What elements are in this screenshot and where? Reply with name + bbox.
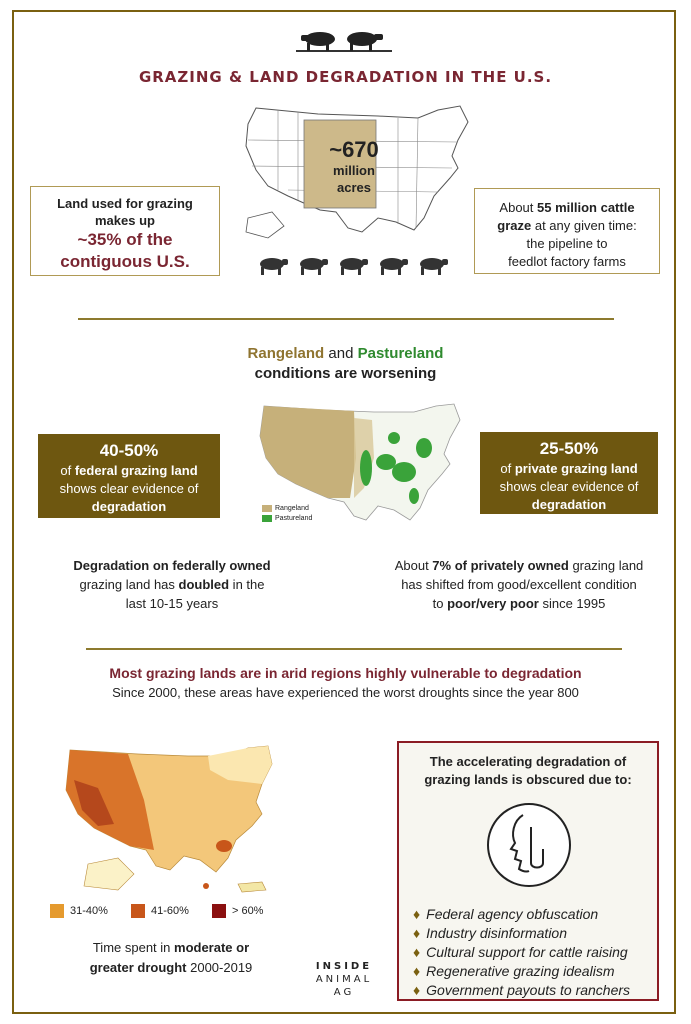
legend-item-1: 41-60% [131, 905, 189, 917]
legend-rangeland: Rangeland [275, 505, 309, 512]
private-pct: 25-50% [539, 439, 599, 458]
section3-heading [0, 663, 691, 703]
inside-animal-ag-logo: INSIDE ANIMAL AG [315, 961, 373, 998]
obscured-box [397, 741, 659, 1001]
cattle-count-line1: About 55 million cattle [499, 200, 635, 215]
cattle-count-line4: feedlot factory farms [508, 254, 626, 269]
grazing-share-highlight1: ~35% of the [77, 230, 173, 249]
drought-caption: Time spent in moderate or greater drought 2000-2019 [89, 940, 253, 975]
private-note: About 7% of privately owned grazing land has shifted from good/excellent condition to poor/very poor since 1995 [394, 558, 644, 611]
acres-number: ~670 [329, 137, 379, 162]
federal-note: Degradation on federally owned grazing land has doubled in the last 10-15 years [73, 558, 271, 611]
cattle-count-line3: the pipeline to [526, 236, 608, 251]
divider-1 [78, 318, 614, 320]
page-title: GRAZING & LAND DEGRADATION IN THE U.S. [138, 68, 553, 86]
legend-pastureland: Pastureland [275, 515, 313, 522]
legend-item-0: 31-40% [50, 905, 108, 917]
private-line3: degradation [531, 497, 607, 512]
private-line2: shows clear evidence of [499, 479, 639, 494]
list-item: ♦ Industry disinformation [413, 925, 567, 941]
section3-headline: Most grazing lands are in arid regions highly vulnerable to degradation [109, 665, 582, 681]
list-item: ♦ Federal agency obfuscation [413, 906, 599, 922]
list-item: ♦ Government payouts to ranchers [413, 982, 631, 998]
grazing-share-line1: Land used for grazing [57, 196, 193, 211]
federal-line1: of federal grazing land [60, 463, 198, 478]
federal-degradation-box [38, 434, 220, 518]
cattle-count-line2: graze at any given time: [497, 218, 637, 233]
grazing-share-line2: makes up [95, 213, 155, 228]
drought-legend [50, 904, 280, 918]
pastureland-label: Pastureland [357, 345, 444, 362]
private-degradation-box [480, 432, 658, 514]
federal-pct: 40-50% [99, 441, 159, 460]
divider-2 [86, 648, 622, 650]
federal-line2: shows clear evidence of [59, 481, 199, 496]
rangeland-label: Rangeland [247, 345, 325, 362]
drought-map [58, 740, 278, 900]
list-item: ♦ Regenerative grazing idealism [413, 963, 615, 979]
list-item: ♦ Cultural support for cattle raising [413, 944, 628, 960]
section2-subtitle: conditions are worsening [254, 365, 437, 382]
grazing-share-highlight2: contiguous U.S. [60, 252, 190, 271]
obscured-list [413, 903, 630, 1001]
acres-label [304, 138, 404, 196]
private-line1: of private grazing land [500, 461, 638, 476]
map2-legend [262, 504, 312, 524]
cattle-row-icon [256, 254, 452, 278]
grazing-share-box [30, 186, 220, 276]
acres-unit-1: million [333, 163, 375, 178]
section3-sub: Since 2000, these areas have experienced the worst droughts since the year 800 [112, 685, 579, 700]
obscured-title: The accelerating degradation of grazing lands is obscured due to: [424, 754, 632, 787]
cattle-banner-icon [296, 26, 392, 54]
silence-gesture-icon [485, 801, 573, 889]
legend-item-2: > 60% [212, 905, 264, 917]
section2-heading: Rangeland and Pastureland conditions are worsening [0, 344, 691, 384]
federal-line3: degradation [91, 499, 167, 514]
cattle-count-box [474, 188, 660, 274]
acres-unit-2: acres [337, 180, 371, 195]
